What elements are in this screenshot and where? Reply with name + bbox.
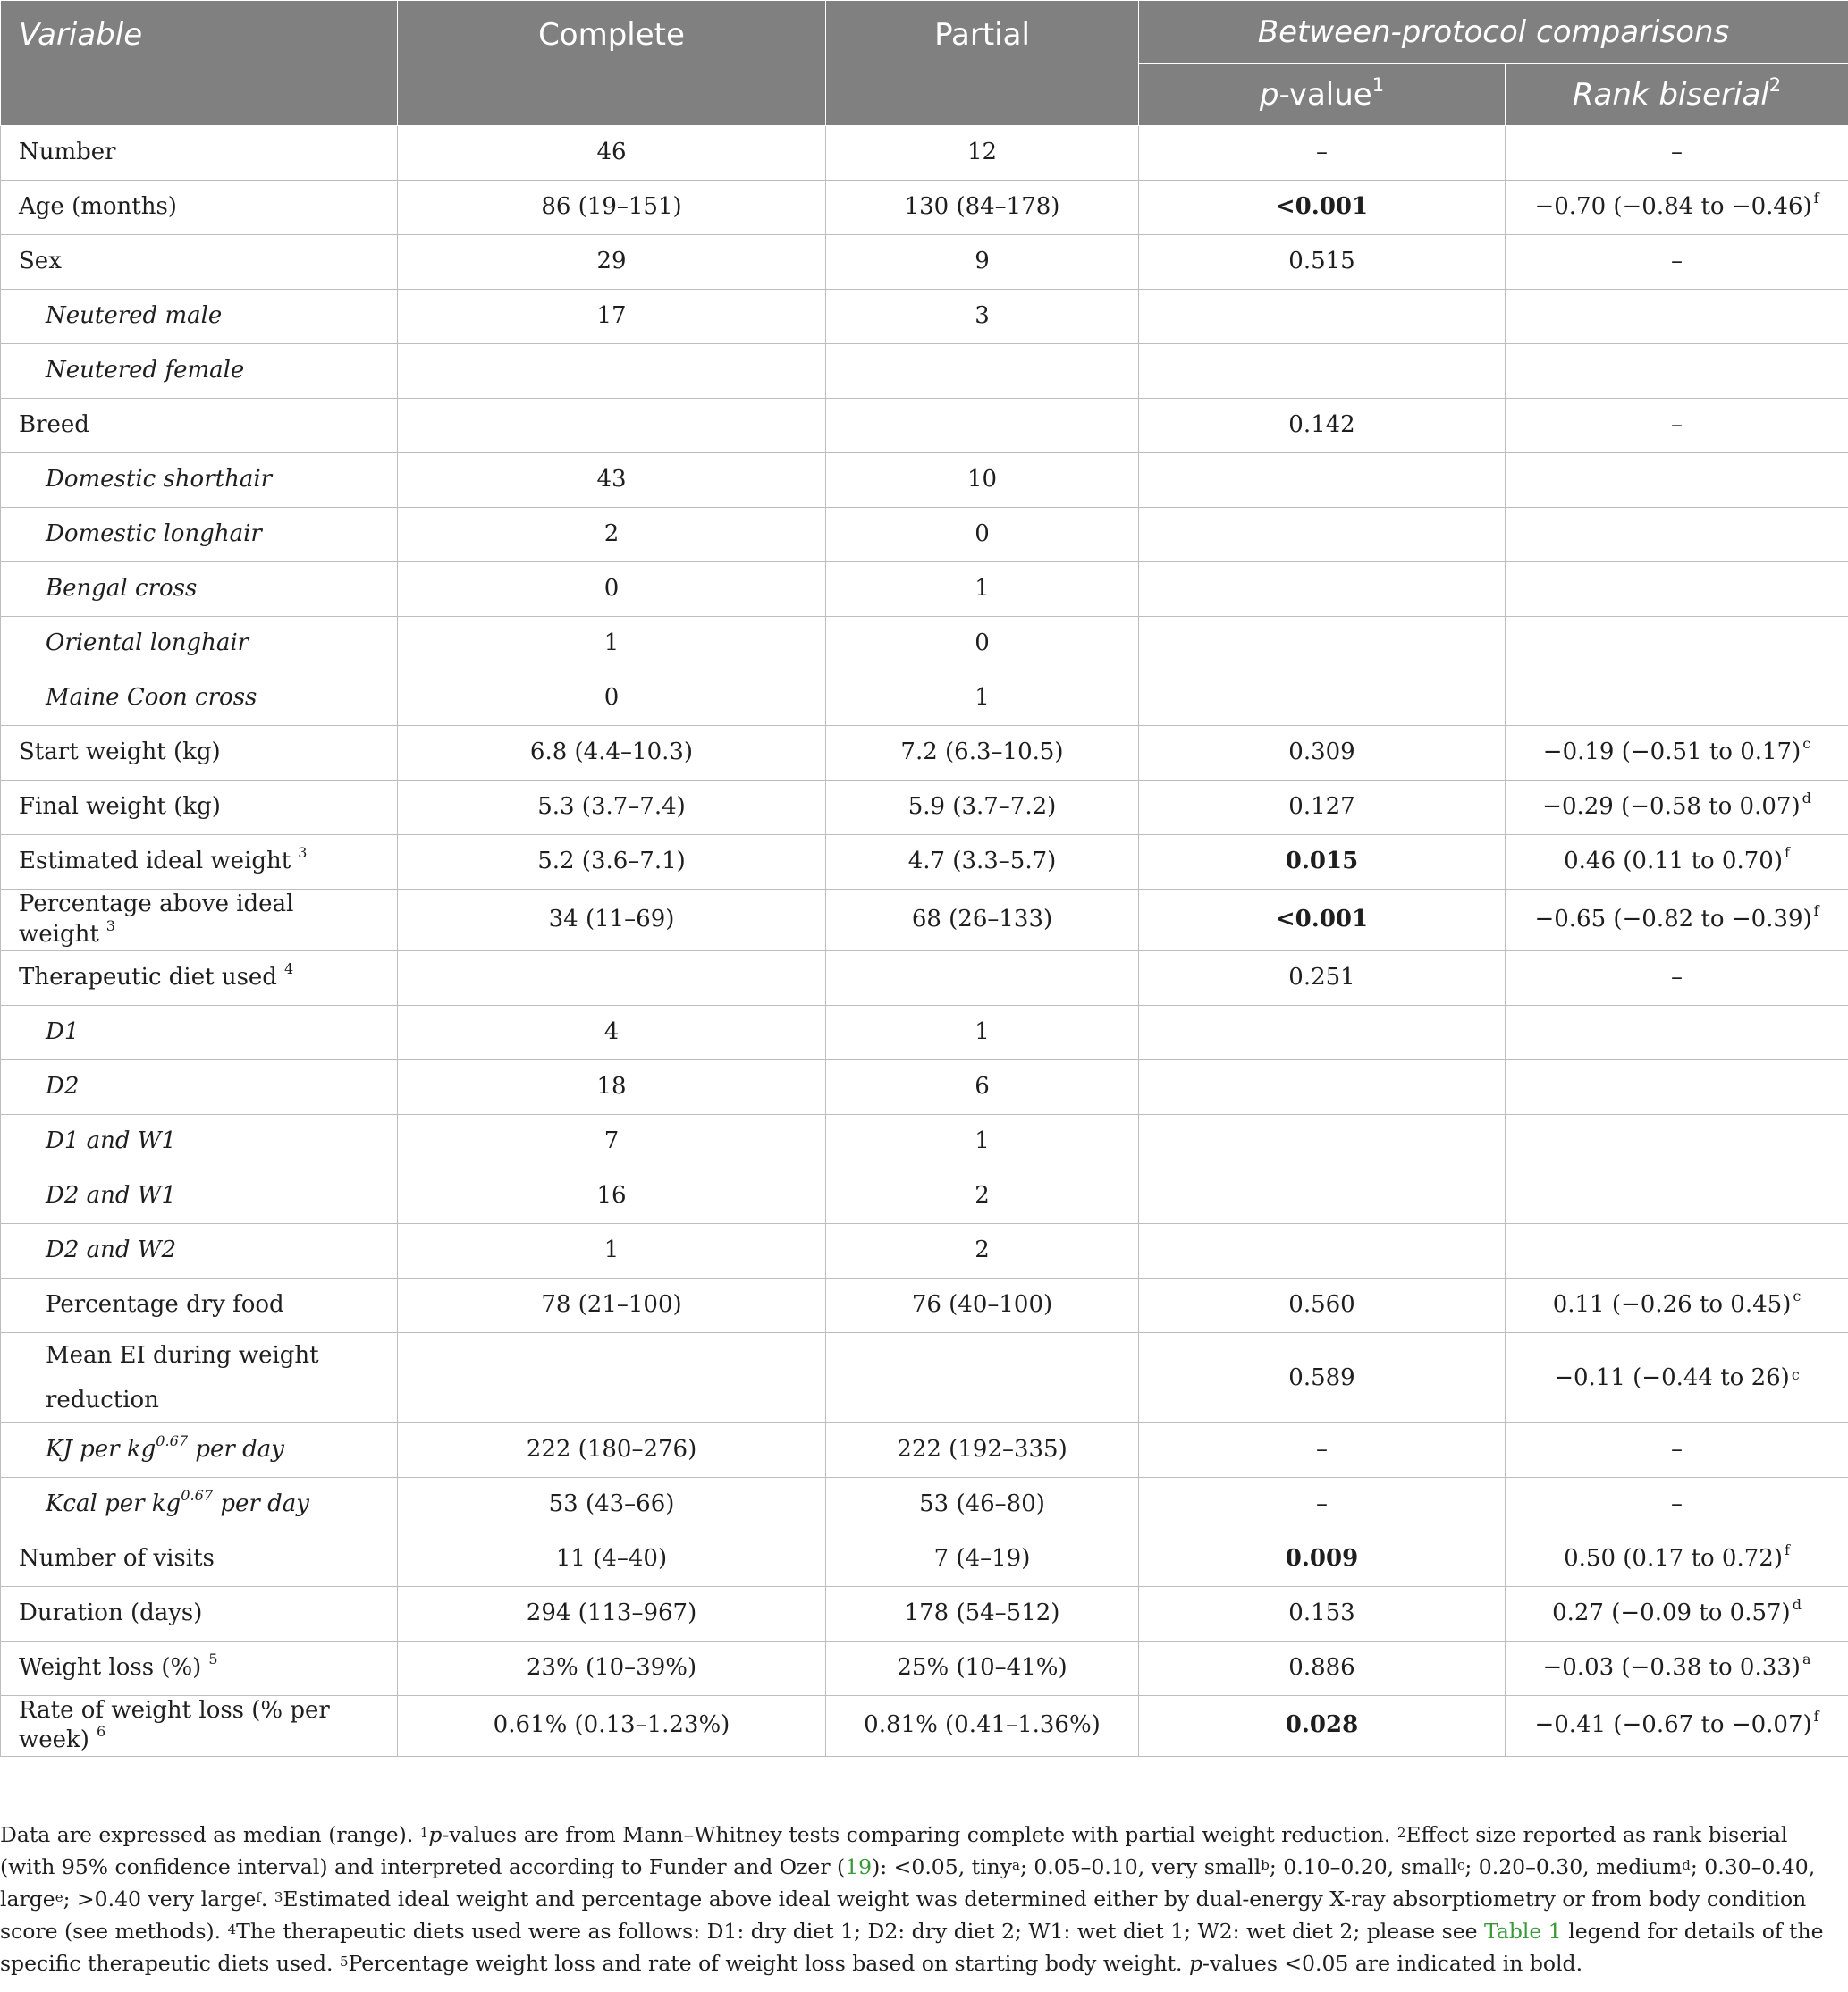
row-label: Number [1, 126, 398, 181]
rank-biserial-value: – [1506, 1422, 1848, 1477]
partial-value [826, 950, 1139, 1005]
table-row [1, 453, 1848, 508]
table-row [1, 1005, 1848, 1059]
table-header [1, 1, 1848, 126]
partial-value: 2 [826, 1223, 1139, 1278]
partial-value: 1 [826, 671, 1139, 726]
partial-value: 9 [826, 235, 1139, 290]
partial-value: 76 (40–100) [826, 1278, 1139, 1332]
table-row [1, 1695, 1848, 1757]
p-value [1139, 562, 1506, 617]
partial-value: 6 [826, 1059, 1139, 1114]
rank-biserial-value [1506, 1169, 1848, 1223]
row-label: Sex [1, 235, 398, 290]
partial-value: 130 (84–178) [826, 181, 1139, 235]
row-label: D2 and W2 [1, 1223, 398, 1278]
table-footnote: Data are expressed as median (range). $^1$p-values are from Mann–Whitney tests comparing complete with partial weight reduction. $^2$Effect size reported as rank biserial (with 95% confidence interval) and interpreted according to Funder and Ozer (19): <0.05, tiny$^a$; 0.05–0.10, very small$^b$; 0.10–0.20, small$^c$; 0.20–0.30, medium$^d$; 0.30–0.40, large$^e$; >0.40 very large$^f$. $^3$Estimated ideal weight and percentage above ideal weight was determined either by dual-energy X-ray absorptiometry or from body condition score (see methods). $^4$The therapeutic diets used were as follows: D1: dry diet 1; D2: dry diet 2; W1: wet diet 1; W2: wet diet 2; please see Table 1 legend for details of the specific therapeutic diets used. $^5$Percentage weight loss and rate of weight loss based on starting body weight. p-values <0.05 are indicated in bold. [0, 1822, 1824, 1976]
row-label: Estimated ideal weight $^3$ [1, 835, 398, 890]
rank-biserial-value: 0.11 (−0.26 to 0.45) $^c$ [1506, 1278, 1848, 1332]
rank-biserial-value [1506, 671, 1848, 726]
complete-value: 78 (21–100) [398, 1278, 826, 1332]
table-row [1, 950, 1848, 1005]
table-row [1, 890, 1848, 951]
rank-biserial-value [1506, 344, 1848, 399]
table-row [1, 671, 1848, 726]
p-value: 0.886 [1139, 1641, 1506, 1695]
table-body [1, 126, 1848, 1757]
rank-biserial-value [1506, 290, 1848, 344]
partial-value: 25% (10–41%) [826, 1641, 1139, 1695]
table-row [1, 1332, 1848, 1422]
complete-value: 46 [398, 126, 826, 181]
p-value [1139, 508, 1506, 562]
table-row [1, 1477, 1848, 1532]
table-row [1, 835, 1848, 890]
complete-value: 2 [398, 508, 826, 562]
partial-value: 0 [826, 617, 1139, 671]
p-value: 0.560 [1139, 1278, 1506, 1332]
partial-value: 0.81% (0.41–1.36%) [826, 1695, 1139, 1757]
complete-value [398, 399, 826, 453]
p-value: 0.153 [1139, 1586, 1506, 1641]
row-label: Number of visits [1, 1532, 398, 1586]
row-label: Age (months) [1, 181, 398, 235]
row-label: Domestic shorthair [1, 453, 398, 508]
p-value: 0.015 [1139, 835, 1506, 890]
complete-value [398, 950, 826, 1005]
table-row [1, 1586, 1848, 1641]
rank-biserial-value: −0.65 (−0.82 to −0.39) $^f$ [1506, 890, 1848, 951]
rank-biserial-value: – [1506, 399, 1848, 453]
p-value: 0.251 [1139, 950, 1506, 1005]
row-label: Oriental longhair [1, 617, 398, 671]
partial-value: 178 (54–512) [826, 1586, 1139, 1641]
partial-value: 0 [826, 508, 1139, 562]
table-row [1, 290, 1848, 344]
complete-value: 0.61% (0.13–1.23%) [398, 1695, 826, 1757]
p-value: 0.127 [1139, 781, 1506, 835]
rank-biserial-value: −0.19 (−0.51 to 0.17) $^c$ [1506, 726, 1848, 781]
rank-biserial-value [1506, 617, 1848, 671]
header-p-value: p-value$^1$ [1139, 64, 1506, 126]
rank-biserial-value: 0.46 (0.11 to 0.70) $^f$ [1506, 835, 1848, 890]
complete-value [398, 1332, 826, 1422]
rank-biserial-value [1506, 562, 1848, 617]
p-value [1139, 290, 1506, 344]
table-1-link[interactable]: Table 1 [1483, 1919, 1562, 1944]
partial-value: 1 [826, 562, 1139, 617]
complete-value: 86 (19–151) [398, 181, 826, 235]
row-label: KJ per $kg^{0.67}$ per day [1, 1422, 398, 1477]
complete-value: 222 (180–276) [398, 1422, 826, 1477]
row-label: Mean EI during weight reduction [1, 1332, 398, 1422]
rank-biserial-value: – [1506, 1477, 1848, 1532]
row-label: Weight loss (%) $^5$ [1, 1641, 398, 1695]
partial-value: 5.9 (3.7–7.2) [826, 781, 1139, 835]
rank-biserial-value: – [1506, 126, 1848, 181]
row-label: Rate of weight loss (% per week) $^6$ [1, 1695, 398, 1757]
partial-value [826, 1332, 1139, 1422]
reference-link-19[interactable]: 19 [845, 1854, 873, 1879]
header-rank-biserial: Rank biserial$^2$ [1506, 64, 1848, 126]
complete-value: 17 [398, 290, 826, 344]
p-value: 0.028 [1139, 1695, 1506, 1757]
complete-value: 23% (10–39%) [398, 1641, 826, 1695]
partial-value [826, 344, 1139, 399]
table-row [1, 726, 1848, 781]
complete-value: 0 [398, 671, 826, 726]
partial-value: 7.2 (6.3–10.5) [826, 726, 1139, 781]
complete-value: 0 [398, 562, 826, 617]
p-value: 0.515 [1139, 235, 1506, 290]
complete-value: 11 (4–40) [398, 1532, 826, 1586]
complete-value: 43 [398, 453, 826, 508]
rank-biserial-value: −0.70 (−0.84 to −0.46) $^f$ [1506, 181, 1848, 235]
complete-value: 16 [398, 1169, 826, 1223]
p-value [1139, 344, 1506, 399]
row-label: Therapeutic diet used $^4$ [1, 950, 398, 1005]
partial-value: 3 [826, 290, 1139, 344]
table-row [1, 1169, 1848, 1223]
rank-biserial-value [1506, 1223, 1848, 1278]
table-row [1, 1532, 1848, 1586]
rank-biserial-value: 0.50 (0.17 to 0.72) $^f$ [1506, 1532, 1848, 1586]
row-label: Maine Coon cross [1, 671, 398, 726]
row-label: D2 [1, 1059, 398, 1114]
complete-value: 53 (43–66) [398, 1477, 826, 1532]
complete-value: 18 [398, 1059, 826, 1114]
table-row [1, 781, 1848, 835]
table-row [1, 562, 1848, 617]
table-row [1, 344, 1848, 399]
row-label: Neutered male [1, 290, 398, 344]
p-value: – [1139, 126, 1506, 181]
row-label: Final weight (kg) [1, 781, 398, 835]
table-row [1, 181, 1848, 235]
row-label: Duration (days) [1, 1586, 398, 1641]
row-label: Kcal per $kg^{0.67}$ per day [1, 1477, 398, 1532]
row-label: D1 and W1 [1, 1114, 398, 1169]
header-between-protocol: Between-protocol comparisons [1139, 1, 1848, 64]
partial-value: 1 [826, 1114, 1139, 1169]
table-row [1, 235, 1848, 290]
row-label: D2 and W1 [1, 1169, 398, 1223]
row-label: Bengal cross [1, 562, 398, 617]
p-value: 0.009 [1139, 1532, 1506, 1586]
complete-value: 5.3 (3.7–7.4) [398, 781, 826, 835]
table-row [1, 399, 1848, 453]
rank-biserial-value: −0.41 (−0.67 to −0.07) $^f$ [1506, 1695, 1848, 1757]
complete-value: 6.8 (4.4–10.3) [398, 726, 826, 781]
header-variable: Variable [1, 1, 398, 126]
p-value: 0.142 [1139, 399, 1506, 453]
p-value [1139, 671, 1506, 726]
row-label: D1 [1, 1005, 398, 1059]
row-label: Percentage above ideal weight $^3$ [1, 890, 398, 951]
header-partial: Partial [826, 1, 1139, 126]
table-row [1, 617, 1848, 671]
partial-value: 1 [826, 1005, 1139, 1059]
table-row [1, 508, 1848, 562]
rank-biserial-value: −0.03 (−0.38 to 0.33) $^a$ [1506, 1641, 1848, 1695]
rank-biserial-value [1506, 1059, 1848, 1114]
partial-value: 68 (26–133) [826, 890, 1139, 951]
partial-value: 53 (46–80) [826, 1477, 1139, 1532]
partial-value: 7 (4–19) [826, 1532, 1139, 1586]
complete-value: 7 [398, 1114, 826, 1169]
table-row [1, 126, 1848, 181]
p-value: <0.001 [1139, 890, 1506, 951]
row-label: Neutered female [1, 344, 398, 399]
p-value [1139, 1169, 1506, 1223]
rank-biserial-value: −0.11 (−0.44 to 26) $^c$ [1506, 1332, 1848, 1422]
complete-value: 4 [398, 1005, 826, 1059]
partial-value: 2 [826, 1169, 1139, 1223]
table-row [1, 1641, 1848, 1695]
table-row [1, 1114, 1848, 1169]
rank-biserial-value: 0.27 (−0.09 to 0.57) $^d$ [1506, 1586, 1848, 1641]
complete-value: 1 [398, 617, 826, 671]
p-value [1139, 453, 1506, 508]
p-value [1139, 1223, 1506, 1278]
p-value [1139, 1114, 1506, 1169]
p-value: 0.309 [1139, 726, 1506, 781]
p-value [1139, 617, 1506, 671]
rank-biserial-value [1506, 453, 1848, 508]
complete-value [398, 344, 826, 399]
partial-value: 12 [826, 126, 1139, 181]
rank-biserial-value: – [1506, 950, 1848, 1005]
p-value: – [1139, 1477, 1506, 1532]
complete-value: 1 [398, 1223, 826, 1278]
p-value [1139, 1059, 1506, 1114]
rank-biserial-value: – [1506, 235, 1848, 290]
complete-value: 29 [398, 235, 826, 290]
table-row [1, 1422, 1848, 1477]
table-row [1, 1059, 1848, 1114]
complete-value: 294 (113–967) [398, 1586, 826, 1641]
p-value: 0.589 [1139, 1332, 1506, 1422]
rank-biserial-value [1506, 1114, 1848, 1169]
partial-value: 10 [826, 453, 1139, 508]
row-label: Breed [1, 399, 398, 453]
p-value: <0.001 [1139, 181, 1506, 235]
row-label: Domestic longhair [1, 508, 398, 562]
partial-value [826, 399, 1139, 453]
header-complete: Complete [398, 1, 826, 126]
table-row [1, 1278, 1848, 1332]
row-label: Percentage dry food [1, 1278, 398, 1332]
partial-value: 4.7 (3.3–5.7) [826, 835, 1139, 890]
rank-biserial-value: −0.29 (−0.58 to 0.07) $^d$ [1506, 781, 1848, 835]
row-label: Start weight (kg) [1, 726, 398, 781]
partial-value: 222 (192–335) [826, 1422, 1139, 1477]
p-value: – [1139, 1422, 1506, 1477]
complete-value: 34 (11–69) [398, 890, 826, 951]
complete-value: 5.2 (3.6–7.1) [398, 835, 826, 890]
p-value [1139, 1005, 1506, 1059]
rank-biserial-value [1506, 508, 1848, 562]
rank-biserial-value [1506, 1005, 1848, 1059]
table-row [1, 1223, 1848, 1278]
